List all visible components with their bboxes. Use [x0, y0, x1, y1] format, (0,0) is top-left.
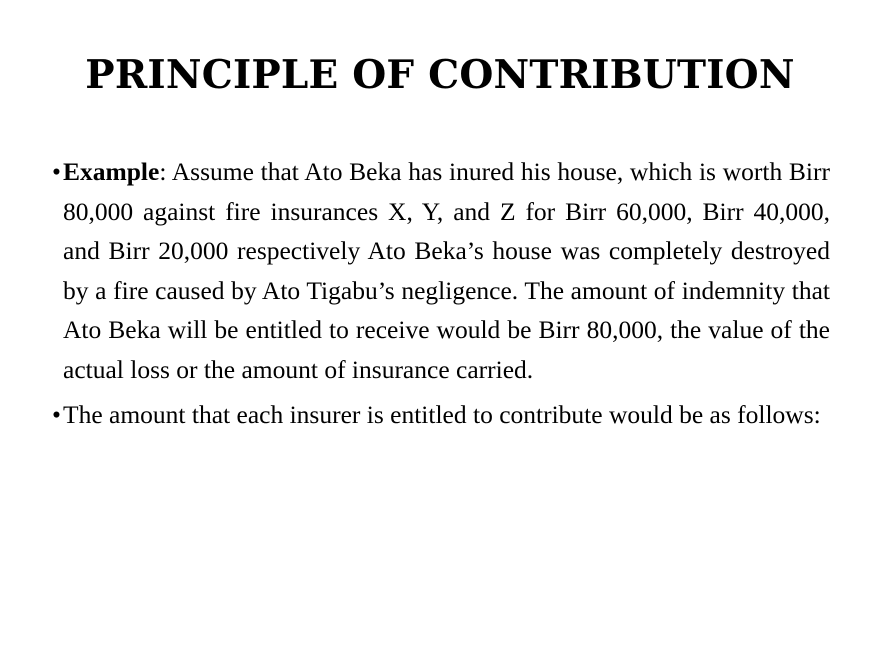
bullet-paragraph-example: [52, 152, 830, 389]
contribution-text: The amount that each insurer is entitled to contribute would be as follows:: [63, 400, 821, 429]
page-title: PRINCIPLE OF CONTRIBUTION: [85, 52, 795, 98]
bullet-icon: •: [52, 399, 61, 429]
bullet-icon: •: [52, 156, 61, 186]
slide-body: [52, 152, 830, 435]
example-label: Example: [63, 157, 160, 186]
example-separator: :: [159, 157, 172, 186]
bullet-paragraph-contribution: [52, 395, 830, 435]
example-text: Assume that Ato Beka has inured his house, which is worth Birr 80,000 against fire insurances X, Y, and Z for Birr 60,000, Birr 40,000, and Birr 20,000 respectively Ato Beka’s house was completely destroyed by a fire caused by Ato Tigabu’s negligence. The amount of indemnity that Ato Beka will be entitled to receive would be Birr 80,000, the value of the actual loss or the amount of insurance carried.: [63, 157, 830, 384]
